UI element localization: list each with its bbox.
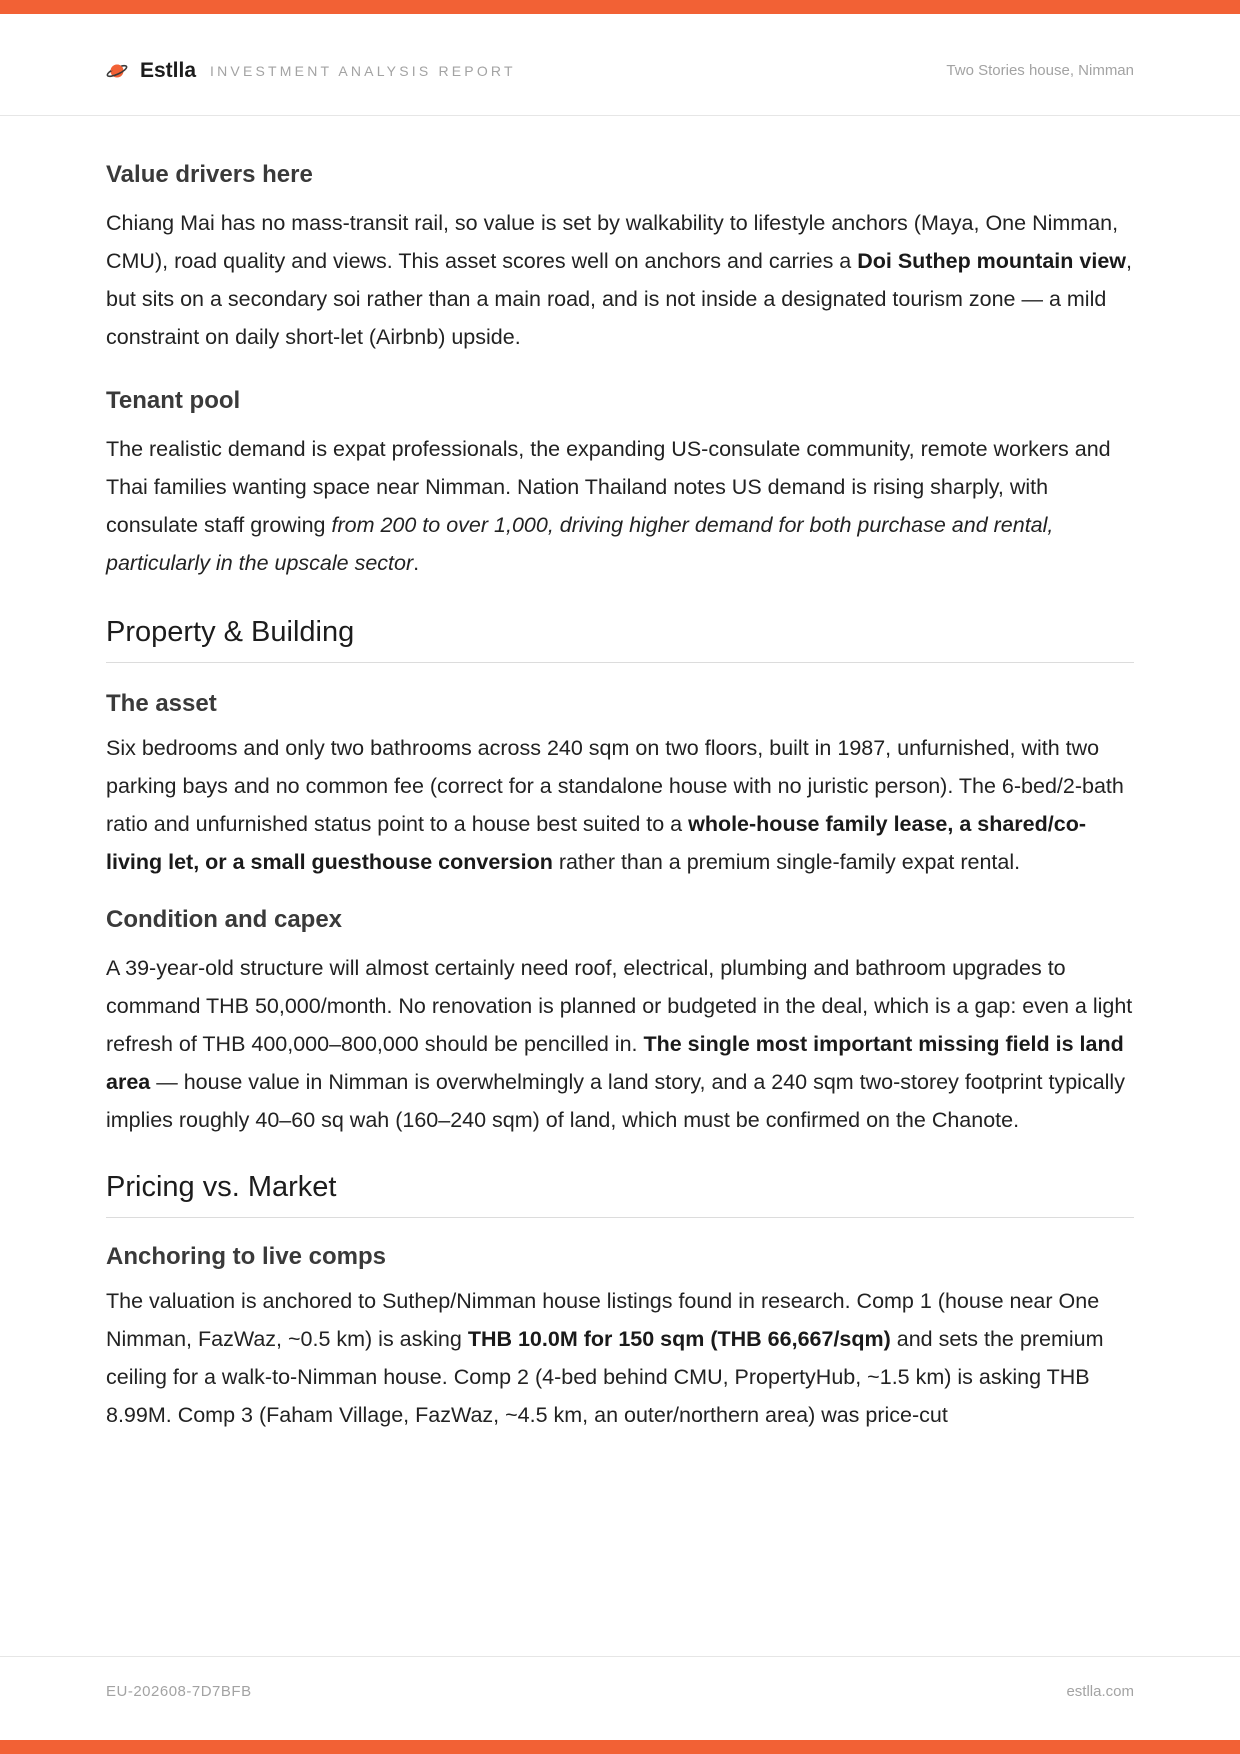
website-link[interactable]: estlla.com [1066, 1683, 1134, 1700]
report-header [0, 14, 1240, 116]
asset-paragraph: Six bedrooms and only two bathrooms across 240 sqm on two floors, built in 1987, unfurnished, with two parking bays and no common fee (correct for a standalone house with no juristic person). The 6-bed/2-bath ratio and unfurnished status point to a house best suited to a whole-house family lease, a shared/co-living let, or a small guesthouse conversion rather than a premium single-family expat rental. [106, 736, 1124, 874]
section-heading-tenant-pool: Tenant pool [106, 387, 241, 414]
report-reference-id: EU-202608-7D7BFB [106, 1683, 252, 1700]
condition-capex-paragraph: A 39-year-old structure will almost certainly need roof, electrical, plumbing and bathroom upgrades to command THB 50,000/month. No renovation is planned or budgeted in the deal, which is a gap: even a light refresh of THB 400,000–800,000 should be pencilled in. The single most important missing field is land area — house value in Nimman is overwhelmingly a land story, and a 240 sqm two-storey footprint typically implies roughly 40–60 sq wah (160–240 sqm) of land, which must be confirmed on the Chanote. [106, 956, 1133, 1132]
section-heading-condition-capex: Condition and capex [106, 906, 343, 933]
top-accent-bar [0, 0, 1240, 14]
report-type-label: INVESTMENT ANALYSIS REPORT [210, 63, 516, 79]
value-drivers-paragraph: Chiang Mai has no mass-transit rail, so value is set by walkability to lifestyle anchors (Maya, One Nimman, CMU), road quality and views. This asset scores well on anchors and carries a Doi Suthep mountain view, but sits on a secondary soi rather than a main road, and is not inside a designated tourism zone — a mild constraint on daily short-let (Airbnb) upside. [106, 211, 1132, 349]
tenant-pool-paragraph: The realistic demand is expat professionals, the expanding US-consulate community, remote workers and Thai families wanting space near Nimman. Nation Thailand notes US demand is rising sharply, with consulate staff growing from 200 to over 1,000, driving higher demand for both purchase and rental, particularly in the upscale sector. [106, 437, 1111, 575]
section-heading-asset: The asset [106, 690, 217, 717]
section-heading-value-drivers: Value drivers here [106, 161, 313, 188]
bottom-accent-bar [0, 1740, 1240, 1754]
property-name: Two Stories house, Nimman [946, 62, 1134, 79]
section-heading-live-comps: Anchoring to live comps [106, 1243, 387, 1270]
section-title-pricing-market: Pricing vs. Market [106, 1165, 1134, 1218]
planet-ring-icon [106, 60, 128, 82]
report-body [106, 150, 1134, 1434]
live-comps-paragraph: The valuation is anchored to Suthep/Nimman house listings found in research. Comp 1 (house near One Nimman, FazWaz, ~0.5 km) is asking THB 10.0M for 150 sqm (THB 66,667/sqm) and sets the premium ceiling for a walk-to-Nimman house. Comp 2 (4-bed behind CMU, PropertyHub, ~1.5 km) is asking THB 8.99M. Comp 3 (Faham Village, FazWaz, ~4.5 km, an outer/northern area) was price-cut [106, 1289, 1104, 1427]
brand [106, 56, 516, 86]
section-title-property-building: Property & Building [106, 610, 1134, 663]
brand-name: Estlla [140, 59, 197, 82]
report-footer [0, 1656, 1240, 1740]
